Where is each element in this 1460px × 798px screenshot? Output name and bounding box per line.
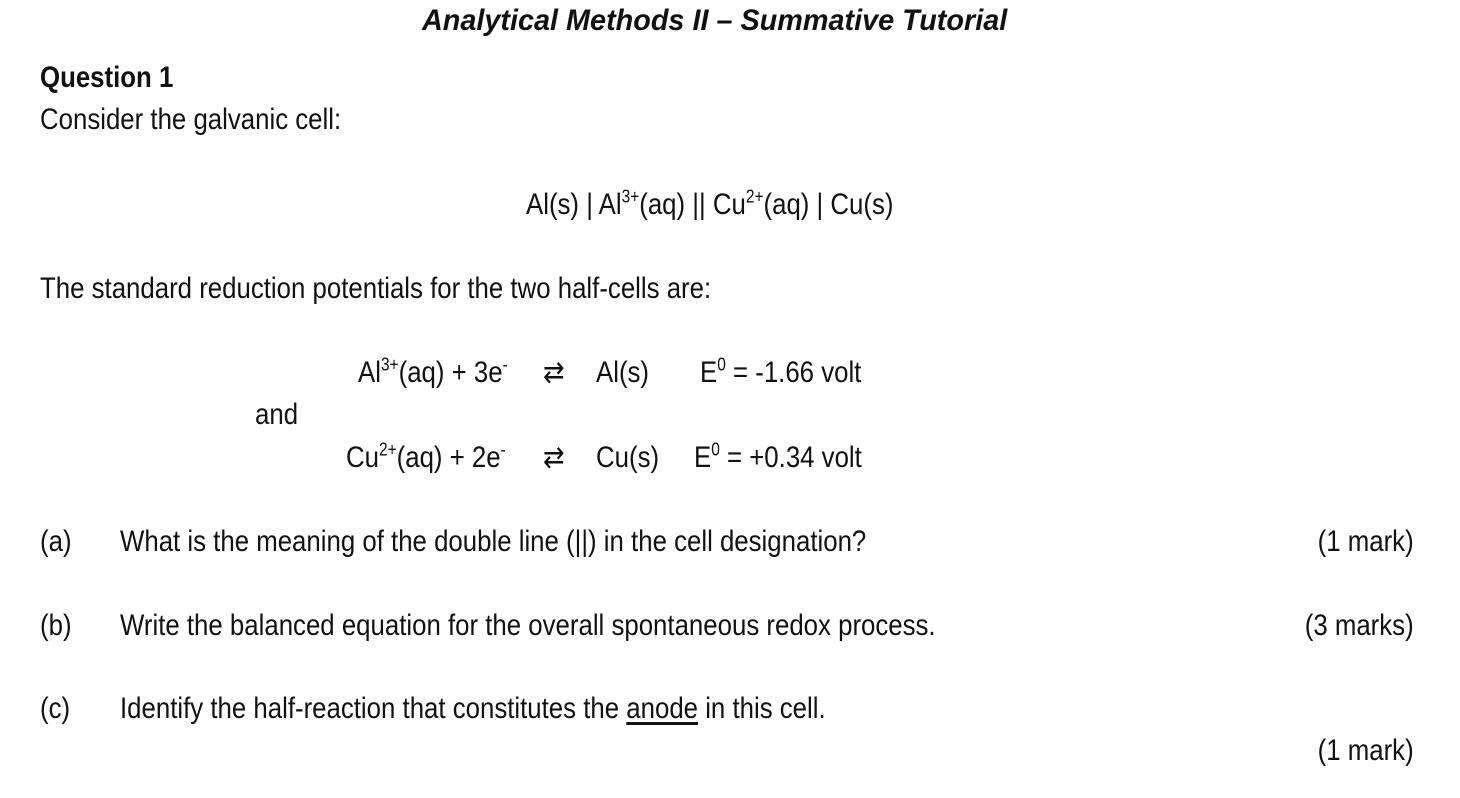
part-b-label: (b) xyxy=(40,609,72,642)
underlined-term: anode xyxy=(626,692,699,725)
half-reaction-potential: $E^0 = -1.66$ volt xyxy=(700,354,862,389)
half-reaction-reactants: $Al^{3+}(aq) + 3e^-$ xyxy=(358,354,508,389)
half-reaction-product: Al(s) xyxy=(596,356,650,389)
equilibrium-arrow-icon: ⇄ xyxy=(543,356,565,389)
part-a-marks: (1 mark) xyxy=(1317,525,1414,558)
part-a-label: (a) xyxy=(40,525,72,558)
part-c-question: Identify the half-reaction that constitutes the anode in this cell. xyxy=(120,692,826,725)
half-reaction-reactants: $Cu^{2+}(aq) + 2e^-$ xyxy=(346,439,506,474)
connector-and: and xyxy=(255,398,299,431)
equilibrium-arrow-icon: ⇄ xyxy=(543,441,565,474)
potentials-intro: The standard reduction potentials for the two half-cells are: xyxy=(40,272,712,305)
half-reaction-potential: $E^0 = +0.34$ volt xyxy=(694,439,862,474)
part-b-question: Write the balanced equation for the overall spontaneous redox process. xyxy=(120,609,936,642)
question-intro: Consider the galvanic cell: xyxy=(40,103,342,136)
cell-notation: Al(s) | $Al^{3+}(aq)$ || $Cu^{2+}(aq)$ | Cu(s) xyxy=(526,186,894,221)
half-reaction-product: Cu(s) xyxy=(596,441,660,474)
tutorial-title: Analytical Methods II – Summative Tutorial xyxy=(422,4,1008,37)
part-c-label: (c) xyxy=(40,692,71,725)
part-c-marks: (1 mark) xyxy=(1317,734,1414,767)
part-a-question: What is the meaning of the double line (||) in the cell designation? xyxy=(120,525,867,558)
part-b-marks: (3 marks) xyxy=(1305,609,1414,642)
question-heading: Question 1 xyxy=(40,61,174,94)
